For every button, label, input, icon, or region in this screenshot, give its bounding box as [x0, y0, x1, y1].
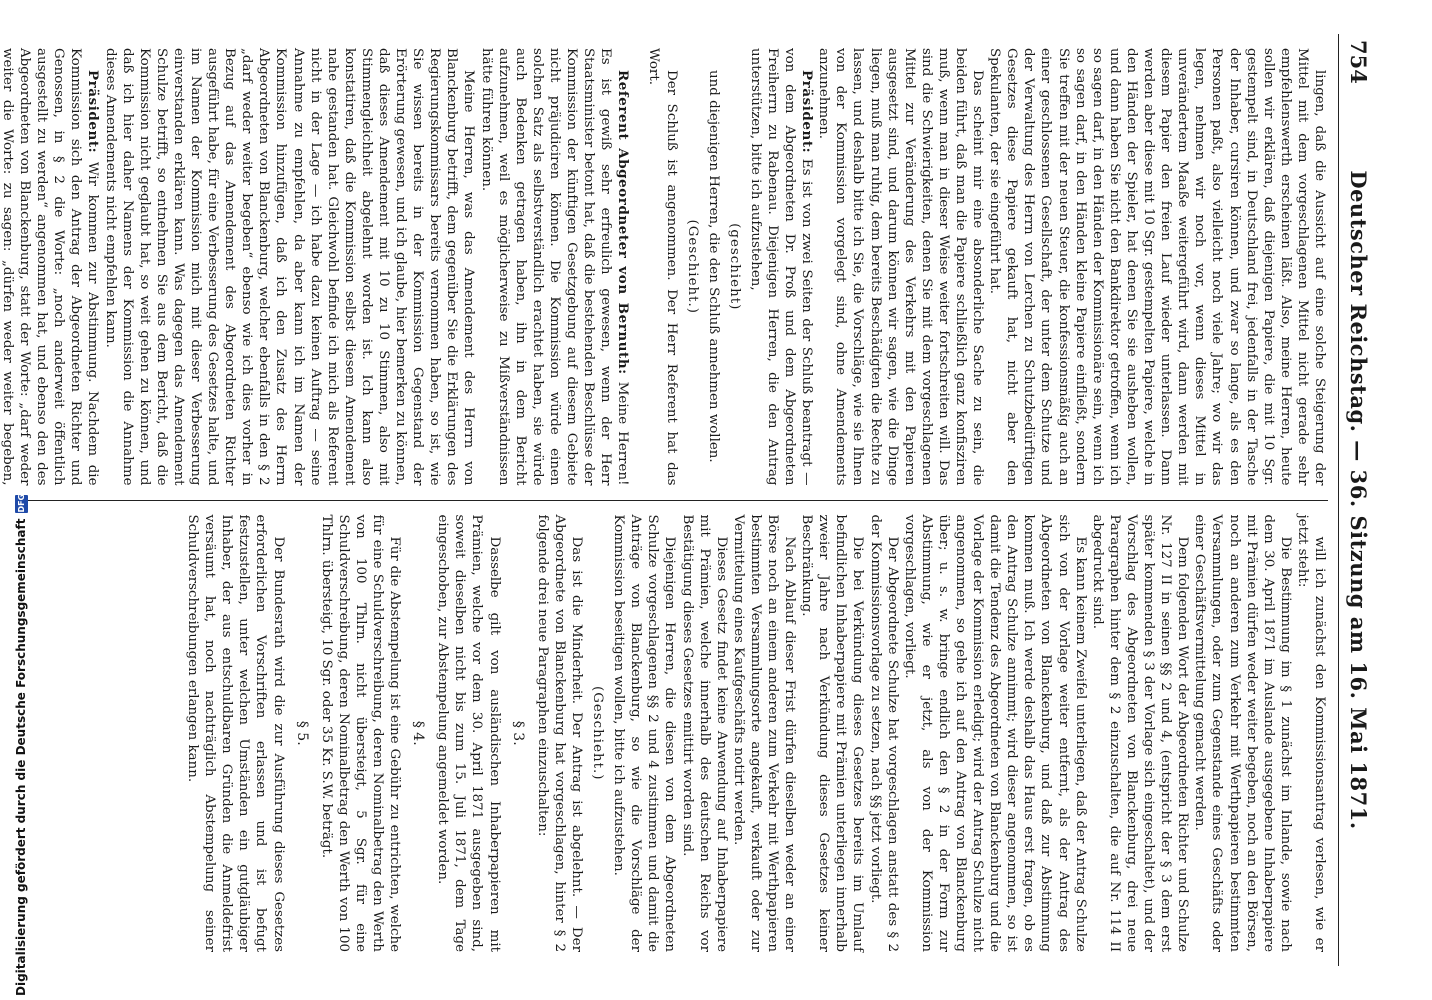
- credit-text: Digitalisierung gefördert durch die Deutsche Forschungsgemeinschaft: [14, 518, 28, 996]
- left-column: [0, 34, 1328, 500]
- paragraph: Nach Ablauf dieser Frist dürfen dieselben weder an einer Börse noch an einem anderen zum Verkehr mit Werthpapieren bestimmten Versammlungsorte angekauft, verkauft oder zur Vermittelung eines Kaufgeschäfts notirt werden.: [730, 514, 798, 952]
- page-header: [1338, 34, 1373, 966]
- paragraph: Der Abgeordnete Schulze hat vorgeschlagen anstatt des § 2 der Kommissionsvorlage zu setzen, nach §§ jetzt vorliegt.: [867, 514, 900, 952]
- paragraph: Das ist die Minderheit. Der Antrag ist abgelehnt. — Der Abgeordnete von Blanckenburg hat vorgeschlagen, hinter § 2 folgende drei neue Paragraphen einzuschalten:: [534, 514, 584, 952]
- spacer: [631, 48, 645, 486]
- paragraph: Dieses Gesetz findet keine Anwendung auf Inhaberpapiere mit Prämien, welche innerhalb des deutschen Reichs vor Bestätigung dieses Gesetzes emittirt worden sind.: [679, 514, 729, 952]
- speaker-name: Präsident:: [799, 70, 816, 154]
- speech-text: Wir kommen zur Abstimmung. Nachdem die Kommission sich den Antrag der Abgeordneten Richter und Genossen, in § 2 die Worte: „noch anderweit öffentlich ausgestellt zu werden“ angenommen hat, und ebenso den des Abgeordneten von Blanckenburg, statt der Worte: „darf weder weiter die Worte: zu sagen: „dürfen weder weiter begeben,: [0, 48, 101, 486]
- paragraph: lingen, daß die Aussicht auf eine solche Steigerung der Mittel mit dem vorgeschlagenen Mittel nicht gerade sehr empfehlenswerth erscheinen läßt. Also, meine Herren, heute sollen wir erklären, daß diejenigen Papiere, die mit 10 Sgr. gestempelt sind, in Deutschland frei, jedenfalls in der Tasche der Inhaber, cursiren können, und zwar so lange, als es den Personen paßt, also vielleicht noch viele Jahre; wo wir das legen, nehmen wir noch vor, wenn dieses Mittel in unverändertem Maaße weitergeführt wird, dann werden mit diesem Papier den freien Lauf wieder unterlassen. Dann werden aber diese mit 10 Sgr. gestempelten Papiere, welche in den Händen der Spieler, hat denen Sie sie ausheben wollen, und dann haben Sie nicht den Bankdirektor getroffen, wenn ich so sagen darf, in den Händen der Kommissionäre sein, wenn ich so sagen darf, in den Händen kleine Papiere einfließt, sondern Sie treffen mit der neuen Steuer, die konfessionsmäßig auch an einer geschlossenen Gesellschaft, der unter dem Schutze und der Verwaltung des Herrn von Lerchen zu Schutzbedürftigen Gesetzes diese Papiere gekauft hat, nicht aber den Spekulanten, der sie eingeführt hat.: [987, 48, 1327, 486]
- paragraph: [0, 48, 101, 486]
- paragraph: Die bei Verkündung dieses Gesetzes bereits im Umlauf befindlichen Inhaberpapiere mit Prämien unterliegen innerhalb zweier Jahre nach Verkündung dieses Gesetzes keiner Beschränkung.: [799, 514, 866, 952]
- right-column: [28, 500, 1328, 967]
- paragraph: und diejenigen Herren, die den Schluß annehmen wollen.: [705, 70, 721, 463]
- paragraph: Es kann keinem Zweifel unterliegen, daß der Antrag Schulze sich von der Vorlage weiter entfernt, als der Antrag des Abgeordneten von Blanckenburg, und daß zur Abstimmung kommen muß. Ich werde deshalb das Haus erst fragen, ob es den Antrag Schulze annimmt; wird dieser angenommen, so ist damit die Tendenz des Abgeordneten von Blanckenburg und die Vorlage der Kommission erledigt; wird der Antrag Schulze nicht angenommen, so gehe ich auf den Antrag von Blanckenburg über; u. s. w. bringe endlich den § 2 in der Form zur Abstimmung, wie er jetzt, als von der Kommission vorgeschlagen, vorliegt.: [901, 514, 1088, 952]
- paragraph: Für die Abstempelung ist eine Gebühr zu entrichten, welche für eine Schuldverschreibung, deren Nominalbetrag den Werth von 100 Thlrn. nicht übersteigt, 5 Sgr. für eine Schuldverschreibung, deren Nominalbetrag den Werth von 100 Thlrn. übersteigt, 10 Sgr. oder 35 Kr. S.W. beträgt.: [318, 514, 403, 952]
- speech-text: Es ist von zwei Seiten der Schluß beantragt — von dem Abgeordneten Dr. Proß und dem Abgeordneten Freiherrn zu Rabenau. Diejenigen Herren, die den Antrag unterstützen, bitte ich aufzustehen,: [747, 48, 815, 486]
- dfg-logo-icon: DFG: [16, 493, 26, 513]
- section-heading: § 3.: [509, 720, 526, 746]
- paragraph: Der Schluß ist angenommen. Der Herr Referent hat das Wort.: [646, 48, 679, 486]
- paragraph: will ich zunächst den Kommissionsantrag verlesen, wie er jetzt steht:: [1294, 514, 1327, 952]
- paragraph: [747, 48, 815, 486]
- page-title: Deutscher Reichstag. — 36. Sitzung am 16. Mai 1871.: [1346, 170, 1371, 830]
- digitization-credit: [14, 495, 28, 996]
- paragraph: Die Bestimmung im § 1 zunächst im Inlande, sowie nach dem 30. April 1871 im Auslande ausgegebene Inhaberpapiere mit Prämien dürfen weder weiter begeben, noch an den Börsen, noch an anderen zum Verkehr mit Werthpapieren bestimmten Versammlungen, oder zum Gegenstande eines Geschäfts oder einer Geschäftsvermittelung gemacht werden.: [1192, 514, 1293, 952]
- speech-text: Meine Herren! Es ist gewiß sehr erfreulich gewesen, wenn der Herr Staatsminister betont hat, daß die bestehenden Beschlüsse der Kommission der künftigen Gesetzgebung auf diesem Gebiete nicht präjudiciren können. Die Kommission würde einen solchen Satz als selbstverständlich erachtet haben, sie würde auch Bedenken getragen haben, ihn in dem Bericht aufzunehmen, weil es möglicherweise zu Mißverständnissen hätte führen können.: [478, 48, 631, 486]
- paragraph: Dem folgenden Wort der Abgeordneten Richter und Schulze Nr. 127 II in seinen §§ 2 und 4, (entspricht der § 3 dem erst später kommenden § 3 der Vorlage sich eingeschaltet), und der Vorschlag des Abgeordneten von Blanckenburg, drei neue Paragraphen hinter dem § 2 einzuschalten, die auf Nr. 114 II abgedruckt sind.: [1089, 514, 1191, 952]
- page-number: 754: [1346, 40, 1371, 84]
- stage-direction: (Geschieht.): [684, 219, 700, 315]
- paragraph: Dasselbe gilt von ausländischen Inhaberpapieren mit Prämien, welche vor dem 30. April 1871 ausgegeben sind, soweit dieselben nicht bis zum 15. Juli 1871, dem Tage eingeschoben, zur Abstempelung angemeldet worden.: [435, 514, 502, 952]
- stage-direction: (Geschieht.): [590, 685, 606, 781]
- paragraph: Diejenigen Herren, die diesen von dem Abgeordneten Schulze vorgeschlagenen §§ 2 und 4 zustimmen und damit die Anträge von Blanckenburg, so wie die Vorschläge der Kommission beseitigen wollen, bitte ich aufzustehen.: [611, 514, 678, 952]
- paragraph: [478, 48, 632, 486]
- paragraph: Meine Herren, was das Amendement des Herrn von Blanckenburg betrifft, dem gegenüber Sie die Erklärungen des Regierungskommissars bereits vernommen haben, so ist, wie Sie wissen bereits in der Kommission Gegenstand der Erörterung gewesen, und ich glaube, hier bemerken zu können, daß dieses Amendement mit 10 zu 10 Stimmen, also mit Stimmengleichheit abgelehnt worden ist. Ich kann also konstatiren, daß die Kommission selbst diesem Amendement nahe gestanden hat. Gleichwohl befinde ich mich als Referent nicht in der Lage — ich habe dazu keinen Auftrag — seine Annahme zu empfehlen, da aber kann ich im Namen der Kommission hinzufügen, daß ich den Zusatz des Herrn Abgeordneten von Blanckenburg, welcher ebenfalls in den § 2 „darf weder weiter begeben“ ebenso wie ich dies vorher in Bezug auf das Amendement des Abgeordneten Richter ausgeführt habe, für eine Verbesserung des Gesetzes halte, und im Namen der Kommission mich mit dieser Verbesserung einverstanden erklären kann. Was dagegen das Amendement Schulze betrifft, so entnehmen Sie aus dem Bericht, daß die Kommission nicht geglaubt hat, so weit gehen zu können, und daß ich hier daher Namens der Kommission die Annahme dieses Amendements nicht empfehlen kann.: [102, 48, 477, 486]
- section-heading: § 5.: [293, 720, 310, 746]
- stage-direction: (geschieht): [726, 223, 742, 311]
- speaker-name: Referent Abgeordneter von Bernuth:: [615, 70, 632, 375]
- paragraph: Das scheint mir eine absonderliche Sache zu sein, die beiden führt, daß man die Papiere schließlich ganz konfisziren muß, wenn man in dieser Weise weiter fortschreiten will. Das sind die Schwierigkeiten, denen Sie mit dem vorgeschlagenen Mittel zur Veränderung des Verkehrs mit den Papieren ausgesetzt sind, und darum können wir sagen, wie die Dinge liegen, muß man ruhig, dem bereits Beschädigten die Rechte zu lassen, und deshalb bitte ich Sie, die Vorschläge, wie sie Ihnen von der Kommission vorgelegt sind, ohne Amendements anzunehmen.: [816, 48, 986, 486]
- section-heading: § 4.: [410, 720, 427, 746]
- paragraph: Der Bundesrath wird die zur Ausführung dieses Gesetzes erforderlichen Vorschriften erlassen und ist befugt festzustellen, unter welchen Umständen ein gutgläubiger Inhaber, der aus entschuldbaren Gründen die Anmeldefrist versäumt hat, noch nachträglich Abstempelung seiner Schuldverschreibungen erlangen kann.: [185, 514, 286, 952]
- speaker-name: Präsident:: [85, 70, 102, 154]
